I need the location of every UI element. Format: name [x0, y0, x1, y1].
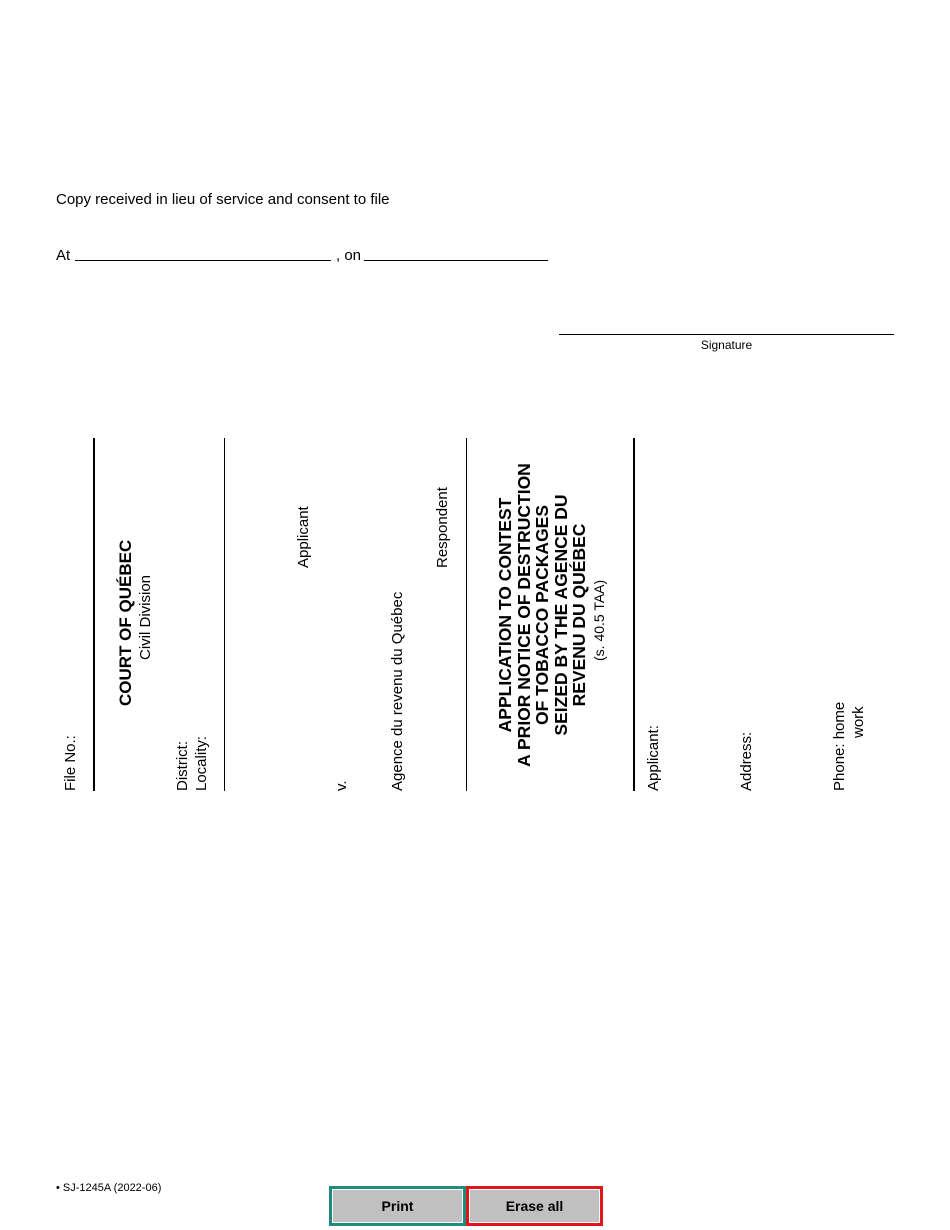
respondent-role-label: Respondent	[434, 487, 451, 568]
title-line: A PRIOR NOTICE OF DESTRUCTION	[513, 463, 534, 767]
title-line: SEIZED BY THE AGENCE DU	[550, 494, 571, 736]
date-field-line[interactable]	[364, 260, 548, 261]
title-line: OF TOBACCO PACKAGES	[532, 504, 552, 726]
court-name: COURT OF QUÉBEC	[116, 539, 135, 706]
divider-line	[93, 438, 95, 791]
on-label: , on	[336, 247, 362, 264]
versus-label: v.	[333, 780, 350, 791]
divider-line	[224, 438, 225, 791]
divider-line	[466, 438, 467, 791]
address-field-label: Address:	[738, 731, 755, 791]
copy-received-statement: Copy received in lieu of service and consent to file	[56, 191, 390, 208]
title-line: APPLICATION TO CONTEST	[495, 497, 515, 733]
applicant-field-label: Applicant:	[645, 725, 662, 791]
file-number-label: File No.:	[62, 735, 79, 791]
signature-line[interactable]	[559, 334, 894, 335]
document-title	[496, 450, 589, 780]
locality-label: Locality:	[193, 735, 210, 791]
respondent-name: Agence du revenu du Québec	[389, 591, 406, 791]
print-button[interactable]: Print	[329, 1186, 466, 1226]
applicant-role-label: Applicant	[295, 506, 312, 568]
title-line: REVENU DU QUÉBEC	[569, 523, 589, 707]
court-division: Civil Division	[137, 574, 154, 660]
district-label: District:	[174, 741, 191, 791]
erase-all-button[interactable]: Erase all	[466, 1186, 603, 1226]
phone-home-label: Phone: home	[831, 701, 848, 791]
statute-reference: (s. 40.5 TAA)	[591, 579, 607, 661]
form-code: • SJ-1245A (2022-06)	[56, 1182, 162, 1194]
place-field-line[interactable]	[75, 260, 331, 261]
divider-line	[633, 438, 635, 791]
at-label: At	[56, 247, 71, 264]
signature-label: Signature	[700, 338, 753, 352]
phone-work-label: work	[850, 706, 867, 738]
